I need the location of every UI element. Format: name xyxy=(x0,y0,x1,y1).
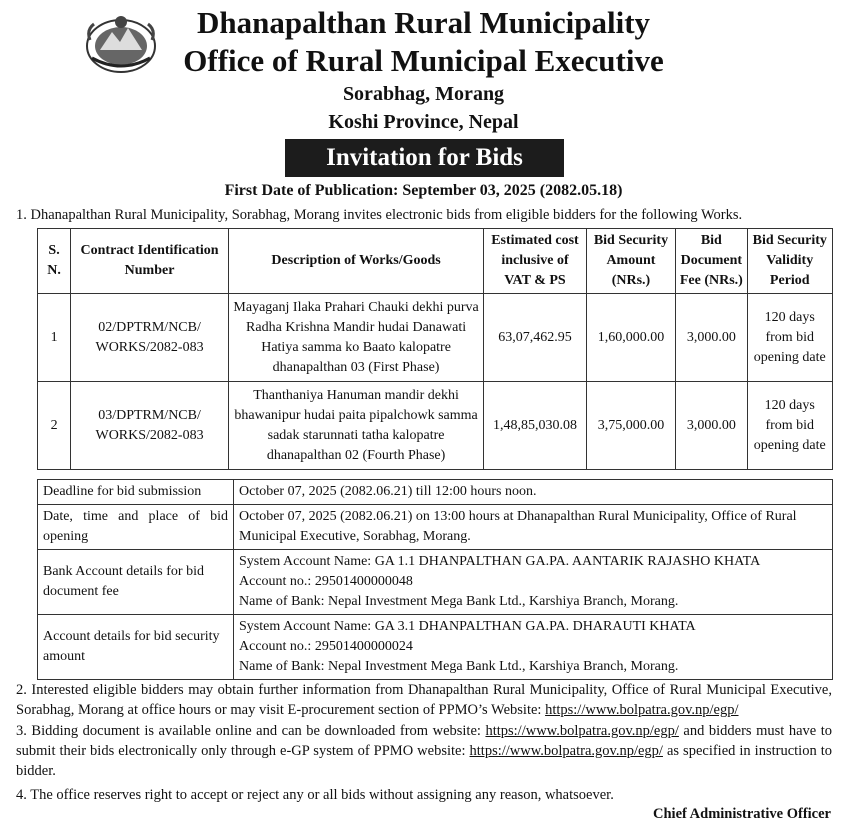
bank-fee-value xyxy=(234,550,833,615)
paragraph-number: 1. xyxy=(16,207,27,223)
paragraph-4 xyxy=(16,785,832,805)
col-header-fee: Bid Document Fee (NRs.) xyxy=(676,229,747,294)
paragraph-text: The office reserves right to accept or reject any or all bids without assigning any reason, whatsoever. xyxy=(30,787,614,803)
col-header-cost: Estimated cost inclusive of VAT & PS xyxy=(484,229,587,294)
paragraph-text: Dhanapalthan Rural Municipality, Sorabhag, Morang invites electronic bids from eligible bidders for the following Works. xyxy=(30,207,743,223)
bids-table xyxy=(37,228,833,470)
publication-date: First Date of Publication: September 03, 2025 (2082.05.18) xyxy=(224,182,623,199)
cell-cost: 1,48,85,030.08 xyxy=(484,382,587,470)
paragraph-number: 3. xyxy=(16,723,27,739)
cell-validity: 120 days from bid opening date xyxy=(747,294,832,382)
paragraph-text: and bidders must have to submit their bids electronically only through e-GP system of PPMO website: xyxy=(16,723,832,759)
bank-fee-account-no: Account no.: 29501400000048 xyxy=(239,574,413,589)
col-header-sn: S. N. xyxy=(38,229,71,294)
paragraph-1 xyxy=(16,205,836,225)
cell-sn: 2 xyxy=(38,382,71,470)
signature: Chief Administrative Officer xyxy=(653,806,831,822)
paragraph-2 xyxy=(16,680,832,720)
paragraph-number: 4. xyxy=(16,787,27,803)
security-account-value xyxy=(234,615,833,680)
table-row xyxy=(38,382,833,470)
col-header-description: Description of Works/Goods xyxy=(228,229,483,294)
cell-contract: 02/DPTRM/NCB/ WORKS/2082-083 xyxy=(71,294,229,382)
security-account-no: Account no.: 29501400000024 xyxy=(239,639,413,654)
bank-fee-label: Bank Account details for bid document fee xyxy=(38,550,234,615)
ppmo-website-link[interactable]: https://www.bolpatra.gov.np/egp/ xyxy=(545,702,739,718)
security-account-row xyxy=(38,615,833,680)
bid-details-table xyxy=(37,479,833,680)
opening-value: October 07, 2025 (2082.06.21) on 13:00 hours at Dhanapalthan Rural Municipality, Office of Rural Municipal Executive, Sorabhag, Morang. xyxy=(234,505,833,550)
security-account-name: System Account Name: GA 3.1 DHANPALTHAN GA.PA. DHARAUTI KHATA xyxy=(239,619,696,634)
egp-website-link[interactable]: https://www.bolpatra.gov.np/egp/ xyxy=(469,743,663,759)
office-name: Office of Rural Municipal Executive xyxy=(183,43,664,78)
security-bank-name: Name of Bank: Nepal Investment Mega Bank Ltd., Karshiya Branch, Morang. xyxy=(239,659,679,674)
col-header-security: Bid Security Amount (NRs.) xyxy=(586,229,675,294)
deadline-row xyxy=(38,480,833,505)
cell-security: 3,75,000.00 xyxy=(586,382,675,470)
invitation-banner: Invitation for Bids xyxy=(285,139,564,177)
bank-fee-bank-name: Name of Bank: Nepal Investment Mega Bank Ltd., Karshiya Branch, Morang. xyxy=(239,594,679,609)
bank-fee-row xyxy=(38,550,833,615)
paragraph-3 xyxy=(16,721,832,781)
paragraph-text: Interested eligible bidders may obtain further information from Dhanapalthan Rural Municipality, Office of Rural Municipal Executive, Sorabhag, Morang at office hours or may visit E-procurement section of PPMO’s Website: xyxy=(16,682,832,718)
bank-fee-account-name: System Account Name: GA 1.1 DHANPALTHAN GA.PA. AANTARIK RAJASHO KHATA xyxy=(239,554,761,569)
cell-fee: 3,000.00 xyxy=(676,382,747,470)
municipality-name: Dhanapalthan Rural Municipality xyxy=(196,5,651,40)
table-header-row xyxy=(38,229,833,294)
opening-label: Date, time and place of bid opening xyxy=(38,505,234,550)
col-header-contract: Contract Identification Number xyxy=(71,229,229,294)
download-website-link[interactable]: https://www.bolpatra.gov.np/egp/ xyxy=(485,723,679,739)
cell-sn: 1 xyxy=(38,294,71,382)
col-header-validity: Bid Security Validity Period xyxy=(747,229,832,294)
province: Koshi Province, Nepal xyxy=(328,111,519,133)
cell-validity: 120 days from bid opening date xyxy=(747,382,832,470)
paragraph-text: Bidding document is available online and can be downloaded from website: xyxy=(31,723,486,739)
office-location: Sorabhag, Morang xyxy=(342,83,505,105)
deadline-label: Deadline for bid submission xyxy=(38,480,234,505)
cell-cost: 63,07,462.95 xyxy=(484,294,587,382)
cell-description: Mayaganj Ilaka Prahari Chauki dekhi purva Radha Krishna Mandir hudai Danawati Hatiya samma ko Baato kalopatre dhanapalthan 03 (First Phase) xyxy=(228,294,483,382)
table-row xyxy=(38,294,833,382)
deadline-value: October 07, 2025 (2082.06.21) till 12:00 hours noon. xyxy=(234,480,833,505)
paragraph-number: 2. xyxy=(16,682,27,698)
paragraph-text: as specified in instruction to bidder. xyxy=(16,743,832,779)
opening-row xyxy=(38,505,833,550)
security-account-label: Account details for bid security amount xyxy=(38,615,234,680)
cell-description: Thanthaniya Hanuman mandir dekhi bhawanipur hudai paita pipalchowk samma sadak starunnati tatha kalopatre dhanapalthan 02 (Fourth Phase) xyxy=(228,382,483,470)
cell-fee: 3,000.00 xyxy=(676,294,747,382)
cell-security: 1,60,000.00 xyxy=(586,294,675,382)
cell-contract: 03/DPTRM/NCB/ WORKS/2082-083 xyxy=(71,382,229,470)
